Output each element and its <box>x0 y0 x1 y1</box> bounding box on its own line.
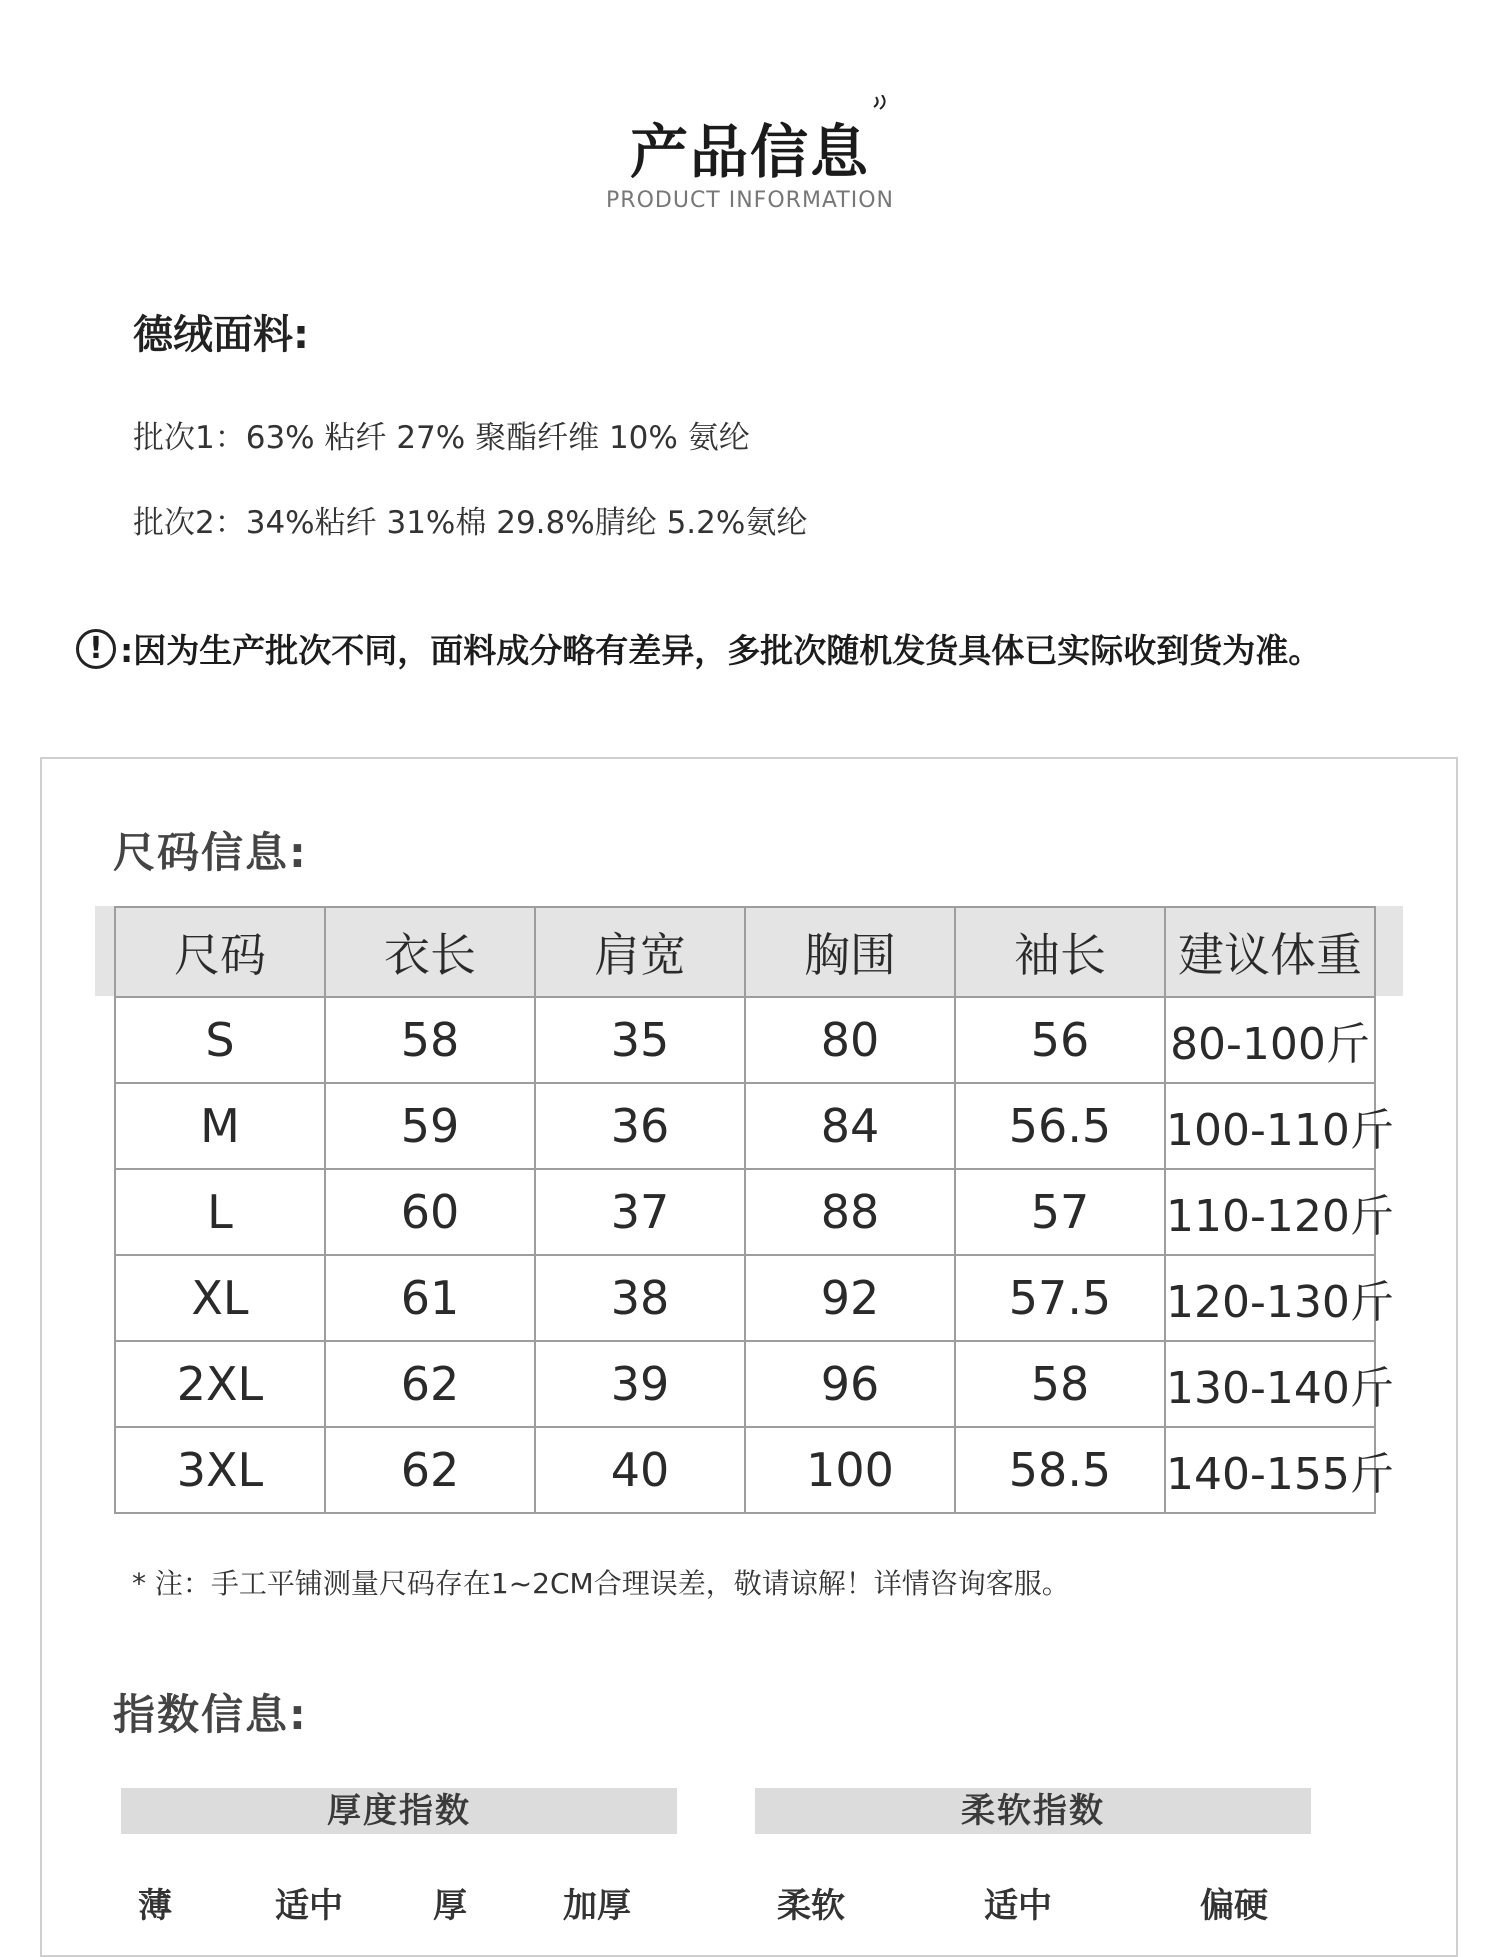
exclamation-icon: ! <box>76 629 116 669</box>
thickness-level-extra-thick: 加厚 <box>563 1886 631 1926</box>
fabric-batch-1: 批次1：63% 粘纤 27% 聚酯纤维 10% 氨纶 <box>133 420 750 456</box>
table-cell: XL <box>115 1255 325 1341</box>
table-cell: M <box>115 1083 325 1169</box>
thickness-level-medium: 适中 <box>275 1886 343 1926</box>
softness-level-hard: 偏硬 <box>1200 1886 1268 1926</box>
column-header-length: 衣长 <box>325 907 535 997</box>
softness-index-bar: 柔软指数 <box>755 1788 1311 1834</box>
table-cell: 96 <box>745 1341 955 1427</box>
size-note: * 注：手工平铺测量尺码存在1~2CM合理误差，敬请谅解！详情咨询客服。 <box>132 1567 1070 1600</box>
thickness-level-thin: 薄 <box>138 1886 172 1926</box>
table-cell: 100-110斤 <box>1165 1083 1375 1169</box>
page-title-wrap <box>0 105 1500 189</box>
table-cell: 84 <box>745 1083 955 1169</box>
table-cell: 80-100斤 <box>1165 997 1375 1083</box>
table-row <box>115 1427 1375 1513</box>
table-cell: 88 <box>745 1169 955 1255</box>
table-cell: 56.5 <box>955 1083 1165 1169</box>
table-row <box>115 1255 1375 1341</box>
table-cell: 3XL <box>115 1427 325 1513</box>
table-cell: 58 <box>955 1341 1165 1427</box>
table-cell: 58.5 <box>955 1427 1165 1513</box>
table-cell: 2XL <box>115 1341 325 1427</box>
thickness-index-bar: 厚度指数 <box>121 1788 677 1834</box>
table-cell: 58 <box>325 997 535 1083</box>
table-cell: 92 <box>745 1255 955 1341</box>
table-cell: S <box>115 997 325 1083</box>
column-header-chest: 胸围 <box>745 907 955 997</box>
table-row <box>115 997 1375 1083</box>
table-cell: 80 <box>745 997 955 1083</box>
table-cell: 120-130斤 <box>1165 1255 1375 1341</box>
column-header-size: 尺码 <box>115 907 325 997</box>
column-header-sleeve: 袖长 <box>955 907 1165 997</box>
softness-level-medium: 适中 <box>984 1886 1052 1926</box>
page-title <box>630 105 870 189</box>
table-cell: 39 <box>535 1341 745 1427</box>
fabric-warning <box>76 625 1321 672</box>
table-cell: 62 <box>325 1427 535 1513</box>
table-row <box>115 1169 1375 1255</box>
fabric-warning-text: :因为生产批次不同，面料成分略有差异，多批次随机发货具体已实际收到货为准。 <box>120 631 1322 670</box>
table-cell: 36 <box>535 1083 745 1169</box>
table-cell: 56 <box>955 997 1165 1083</box>
thickness-level-thick: 厚 <box>433 1886 467 1926</box>
table-cell: 57 <box>955 1169 1165 1255</box>
table-cell: 100 <box>745 1427 955 1513</box>
column-header-shoulder: 肩宽 <box>535 907 745 997</box>
table-cell: 37 <box>535 1169 745 1255</box>
table-cell: 35 <box>535 997 745 1083</box>
column-header-weight: 建议体重 <box>1165 907 1375 997</box>
signal-icon <box>870 95 892 119</box>
table-cell: 130-140斤 <box>1165 1341 1375 1427</box>
table-header-row <box>115 907 1375 997</box>
fabric-heading: 德绒面料: <box>133 312 309 358</box>
table-cell: 59 <box>325 1083 535 1169</box>
table-cell: 61 <box>325 1255 535 1341</box>
table-cell: 38 <box>535 1255 745 1341</box>
table-row <box>115 1341 1375 1427</box>
table-cell: 60 <box>325 1169 535 1255</box>
size-info-heading: 尺码信息: <box>113 828 308 877</box>
softness-level-soft: 柔软 <box>777 1886 845 1926</box>
page-subtitle: PRODUCT INFORMATION <box>606 188 894 213</box>
table-cell: 57.5 <box>955 1255 1165 1341</box>
page-title-text: 产品信息 <box>629 118 870 186</box>
index-info-heading: 指数信息: <box>113 1690 308 1739</box>
size-table <box>114 906 1394 1514</box>
table-row <box>115 1083 1375 1169</box>
table-cell: L <box>115 1169 325 1255</box>
table-cell: 110-120斤 <box>1165 1169 1375 1255</box>
table-cell: 40 <box>535 1427 745 1513</box>
fabric-batch-2: 批次2：34%粘纤 31%棉 29.8%腈纶 5.2%氨纶 <box>133 505 808 541</box>
table-cell: 140-155斤 <box>1165 1427 1375 1513</box>
table-cell: 62 <box>325 1341 535 1427</box>
